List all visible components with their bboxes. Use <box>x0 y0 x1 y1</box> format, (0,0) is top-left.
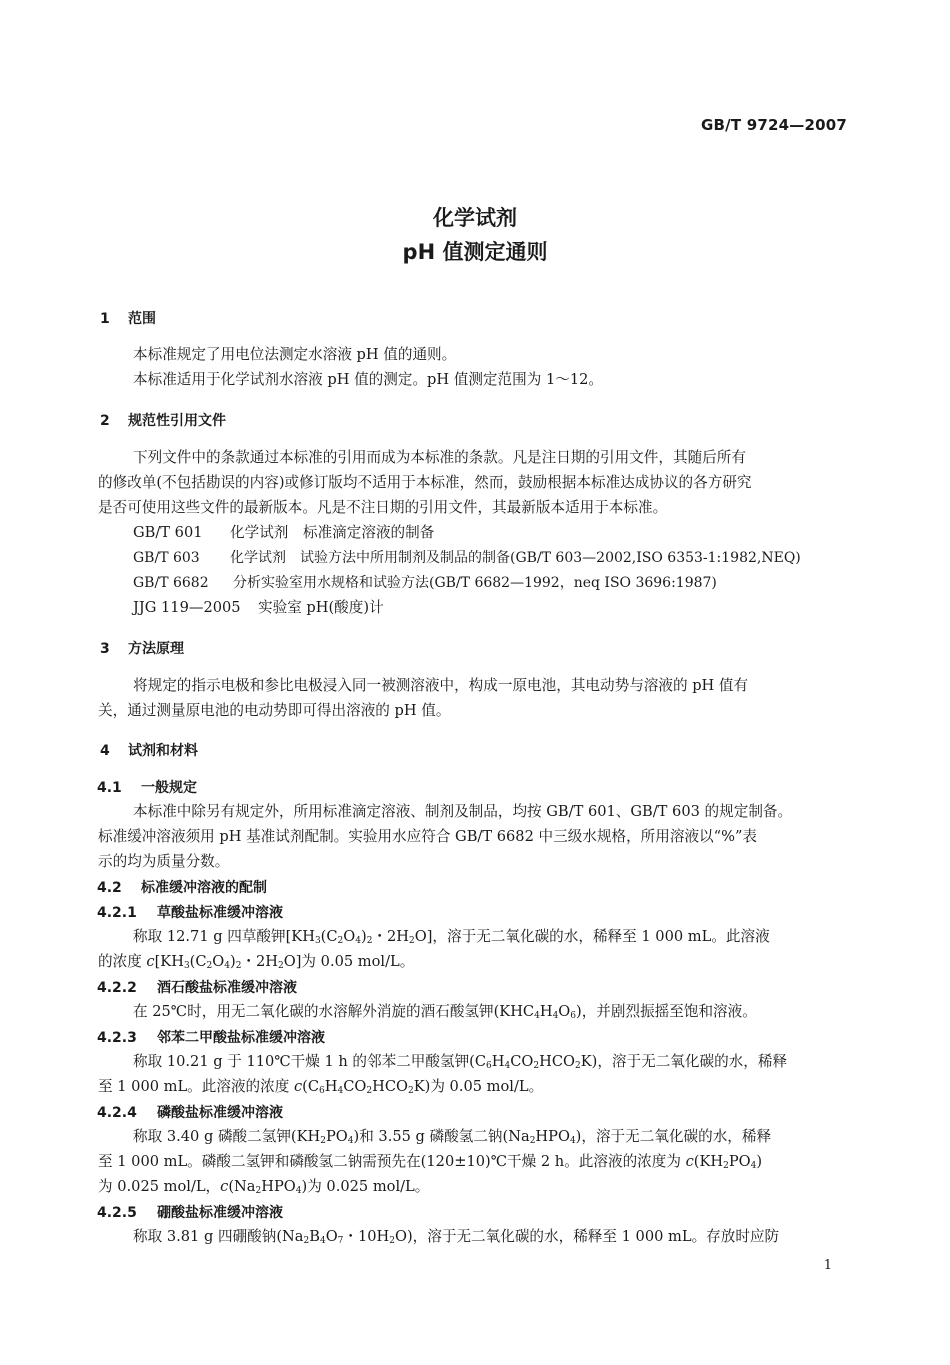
section-4-1-line-3: 示的均为质量分数。 <box>98 853 230 870</box>
section-4-2-3-line-1: 称取 10.21 g 于 110℃干燥 1 h 的邻苯二甲酸氢钾$(C_6H_4CO_2HCO_2K)$，溶于无二氧化碳的水，稀释 <box>133 1053 788 1071</box>
section-4-2-3-line-2: 至 1 000 mL。此溶液的浓度 $c(C_6H_4CO_2HCO_2K)$为 0.05 mol/L。 <box>98 1078 544 1096</box>
section-4-2-3-heading: 4.2.3 邻苯二甲酸盐标准缓冲溶液 <box>97 1030 325 1046</box>
section-4-heading: 4 试剂和材料 <box>100 743 198 759</box>
section-4-2-4-line-1: 称取 3.40 g 磷酸二氢钾$(KH_2PO_4)$和 3.55 g 磷酸氢二钠$(Na_2HPO_4)$，溶于无二氧化碳的水，稀释 <box>133 1128 772 1146</box>
section-4-2-4-line-2: 至 1 000 mL。磷酸二氢钾和磷酸氢二钠需预先在(120±10)℃干燥 2 h。此溶液的浓度为 $c(KH_2PO_4)$ <box>98 1153 763 1171</box>
section-4-1-heading: 4.1 一般规定 <box>97 780 197 796</box>
section-4-1-line-1: 本标准中除另有规定外，所用标准滴定溶液、制剂及制品，均按 GB/T 601、GB/T 603 的规定制备。 <box>133 803 793 820</box>
section-4-1-line-2: 标准缓冲溶液须用 pH 基准试剂配制。实验用水应符合 GB/T 6682 中三级水规格，所用溶液以“%”表 <box>98 828 758 845</box>
section-3-heading: 3 方法原理 <box>100 641 184 657</box>
section-4-2-1-heading: 4.2.1 草酸盐标准缓冲溶液 <box>97 905 283 921</box>
section-4-2-2-heading: 4.2.2 酒石酸盐标准缓冲溶液 <box>97 980 297 996</box>
section-2-heading: 2 规范性引用文件 <box>100 413 226 429</box>
section-4-2-5-heading: 4.2.5 硼酸盐标准缓冲溶液 <box>97 1205 283 1221</box>
section-4-2-1-line-1: 称取 12.71 g 四草酸钾[$KH_3(C_2O_4)_2$・$2H_2O$]，溶于无二氧化碳的水，稀释至 1 000 mL。此溶液 <box>133 928 770 946</box>
section-3-line-1: 将规定的指示电极和参比电极浸入同一被测溶液中，构成一原电池，其电动势与溶液的 pH 值有 <box>133 677 749 694</box>
section-4-2-1-line-2: 的浓度 $c[KH_3(C_2O_4)_2$・$2H_2O$]为 0.05 mol/L。 <box>98 953 415 971</box>
standard-number: GB/T 9724—2007 <box>701 116 847 134</box>
title-line-2: pH 值测定通则 <box>402 240 548 264</box>
reference-jjg119: JJG 119—2005 实验室 pH(酸度)计 <box>133 599 384 616</box>
section-4-2-4-line-3: 为 0.025 mol/L，$c(Na_2HPO_4)$为 0.025 mol/L。 <box>98 1178 430 1196</box>
page-number: 1 <box>823 1258 832 1273</box>
section-1-heading: 1 范围 <box>100 311 156 327</box>
section-4-2-2-line-1: 在 25℃时，用无二氧化碳的水溶解外消旋的酒石酸氢钾$(KHC_4H_4O_6)$，并剧烈振摇至饱和溶液。 <box>133 1003 757 1021</box>
section-4-2-5-line-1: 称取 3.81 g 四硼酸钠($Na_2B_4O_7$・$10H_2O$)，溶于无二氧化碳的水，稀释至 1 000 mL。存放时应防 <box>133 1228 780 1246</box>
section-2-line-2: 的修改单(不包括勘误的内容)或修订版均不适用于本标准，然而，鼓励根据本标准达成协议的各方研究 <box>98 474 752 491</box>
section-4-2-heading: 4.2 标准缓冲溶液的配制 <box>97 880 267 896</box>
section-1-paragraph-2: 本标准适用于化学试剂水溶液 pH 值的测定。pH 值测定范围为 1～12。 <box>133 371 603 388</box>
section-4-2-4-heading: 4.2.4 磷酸盐标准缓冲溶液 <box>97 1105 283 1121</box>
section-2-line-1: 下列文件中的条款通过本标准的引用而成为本标准的条款。凡是注日期的引用文件，其随后所有 <box>133 449 746 466</box>
section-1-paragraph-1: 本标准规定了用电位法测定水溶液 pH 值的通则。 <box>133 346 457 363</box>
section-3-line-2: 关，通过测量原电池的电动势即可得出溶液的 pH 值。 <box>98 702 451 719</box>
reference-gbt603: GB/T 603 化学试剂 试验方法中所用制剂及制品的制备(GB/T 603—2002,ISO 6353-1:1982,NEQ) <box>133 550 801 566</box>
reference-gbt601: GB/T 601 化学试剂 标准滴定溶液的制备 <box>133 524 435 541</box>
section-2-line-3: 是否可使用这些文件的最新版本。凡是不注日期的引用文件，其最新版本适用于本标准。 <box>98 499 668 516</box>
reference-gbt6682: GB/T 6682 分析实验室用水规格和试验方法(GB/T 6682—1992，neq ISO 3696:1987) <box>133 575 717 591</box>
title-line-1: 化学试剂 <box>433 206 517 230</box>
